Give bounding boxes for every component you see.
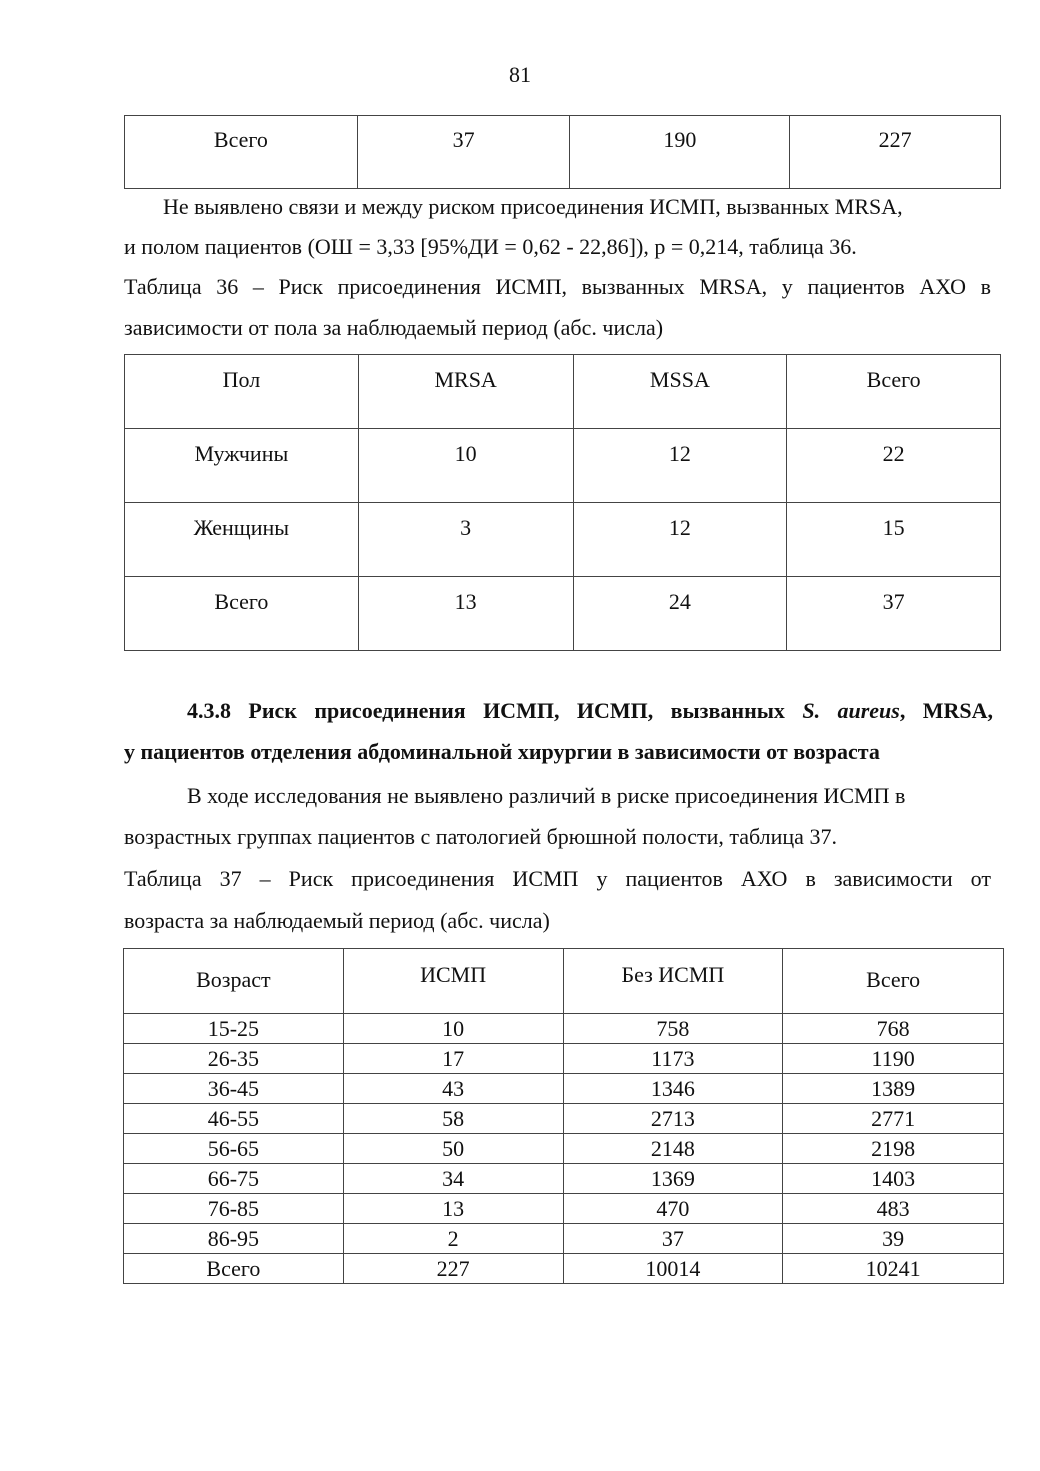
table-row xyxy=(124,1014,1004,1044)
table-row xyxy=(125,577,1001,651)
table-cell: 3 xyxy=(358,503,573,577)
page-number: 81 xyxy=(509,62,531,87)
table-cell: 56-65 xyxy=(124,1134,344,1164)
table-row xyxy=(125,503,1001,577)
column-header: Всего xyxy=(783,949,1004,1014)
table-cell: 1389 xyxy=(783,1074,1004,1104)
table-cell: 227 xyxy=(343,1254,563,1284)
column-header: Возраст xyxy=(124,949,344,1014)
table-caption: зависимости от пола за наблюдаемый период (абс. числа) xyxy=(124,315,664,340)
table-row xyxy=(124,1044,1004,1074)
column-header: Без ИСМП xyxy=(563,949,783,1014)
table-cell: 1190 xyxy=(783,1044,1004,1074)
table-row xyxy=(124,1254,1004,1284)
column-header: MSSA xyxy=(573,355,787,429)
paragraph-line: возрастных группах пациентов с патологией брюшной полости, таблица 37. xyxy=(124,824,837,849)
table-cell: 50 xyxy=(343,1134,563,1164)
table-cell: 190 xyxy=(570,116,790,189)
table-cell: 2148 xyxy=(563,1134,783,1164)
table-header-row xyxy=(124,949,1004,1014)
table-cell: 227 xyxy=(790,116,1001,189)
table-cell: 2713 xyxy=(563,1104,783,1134)
table-cell: 66-75 xyxy=(124,1164,344,1194)
table-35-tail xyxy=(124,115,1001,189)
section-heading-organism: S. aureus xyxy=(802,698,900,723)
table-cell: 37 xyxy=(563,1224,783,1254)
table-cell: 22 xyxy=(787,429,1001,503)
table-cell: 758 xyxy=(563,1014,783,1044)
table-cell: Женщины xyxy=(125,503,359,577)
table-row xyxy=(124,1134,1004,1164)
table-cell: 12 xyxy=(573,503,787,577)
table-cell: 86-95 xyxy=(124,1224,344,1254)
table-cell: 12 xyxy=(573,429,787,503)
table-37 xyxy=(123,948,1004,1284)
table-cell: 768 xyxy=(783,1014,1004,1044)
table-cell: Мужчины xyxy=(125,429,359,503)
table-cell: 10 xyxy=(343,1014,563,1044)
table-cell: 26-35 xyxy=(124,1044,344,1074)
table-cell: Всего xyxy=(124,1254,344,1284)
table-cell: 24 xyxy=(573,577,787,651)
table-row xyxy=(124,1164,1004,1194)
paragraph-line: В ходе исследования не выявлено различий в риске присоединения ИСМП в xyxy=(187,783,906,808)
table-cell: 1369 xyxy=(563,1164,783,1194)
table-cell: 58 xyxy=(343,1104,563,1134)
table-cell: Всего xyxy=(125,116,358,189)
table-cell: 43 xyxy=(343,1074,563,1104)
table-cell: 15 xyxy=(787,503,1001,577)
table-cell: 10241 xyxy=(783,1254,1004,1284)
column-header: Всего xyxy=(787,355,1001,429)
table-cell: 13 xyxy=(343,1194,563,1224)
table-cell: 483 xyxy=(783,1194,1004,1224)
table-row xyxy=(124,1194,1004,1224)
table-cell: 39 xyxy=(783,1224,1004,1254)
table-37-body xyxy=(124,1014,1004,1284)
table-cell: 10 xyxy=(358,429,573,503)
table-cell: 17 xyxy=(343,1044,563,1074)
table-cell: 1173 xyxy=(563,1044,783,1074)
table-cell: 37 xyxy=(787,577,1001,651)
table-cell: 1346 xyxy=(563,1074,783,1104)
paragraph-line: и полом пациентов (ОШ = 3,33 [95%ДИ = 0,62 - 22,86]), p = 0,214, таблица 36. xyxy=(124,234,857,259)
table-cell: 46-55 xyxy=(124,1104,344,1134)
section-heading-text: , MRSA, xyxy=(899,698,993,723)
table-caption: Таблица 36 – Риск присоединения ИСМП, вызванных MRSA, у пациентов АХО в xyxy=(124,274,991,299)
column-header: MRSA xyxy=(358,355,573,429)
table-row xyxy=(124,1224,1004,1254)
table-cell: 36-45 xyxy=(124,1074,344,1104)
table-cell: 15-25 xyxy=(124,1014,344,1044)
section-heading-line2: у пациентов отделения абдоминальной хирургии в зависимости от возраста xyxy=(124,739,880,764)
paragraph-line: Не выявлено связи и между риском присоединения ИСМП, вызванных MRSA, xyxy=(163,194,903,219)
table-cell: 10014 xyxy=(563,1254,783,1284)
table-caption: Таблица 37 – Риск присоединения ИСМП у пациентов АХО в зависимости от xyxy=(124,866,991,891)
table-cell: 37 xyxy=(357,116,570,189)
table-cell: 2771 xyxy=(783,1104,1004,1134)
section-heading-text: 4.3.8 Риск присоединения ИСМП, ИСМП, вызванных xyxy=(187,698,803,723)
table-cell: 470 xyxy=(563,1194,783,1224)
table-cell: 1403 xyxy=(783,1164,1004,1194)
table-row xyxy=(125,429,1001,503)
section-heading xyxy=(187,696,993,726)
table-cell: 2198 xyxy=(783,1134,1004,1164)
table-row xyxy=(124,1104,1004,1134)
table-header-row xyxy=(125,355,1001,429)
column-header: Пол xyxy=(125,355,359,429)
table-row xyxy=(125,116,1001,189)
column-header: ИСМП xyxy=(343,949,563,1014)
table-cell: 76-85 xyxy=(124,1194,344,1224)
table-cell: Всего xyxy=(125,577,359,651)
table-36 xyxy=(124,354,1001,651)
table-row xyxy=(124,1074,1004,1104)
table-cell: 34 xyxy=(343,1164,563,1194)
table-cell: 2 xyxy=(343,1224,563,1254)
table-caption: возраста за наблюдаемый период (абс. числа) xyxy=(124,908,550,933)
table-cell: 13 xyxy=(358,577,573,651)
